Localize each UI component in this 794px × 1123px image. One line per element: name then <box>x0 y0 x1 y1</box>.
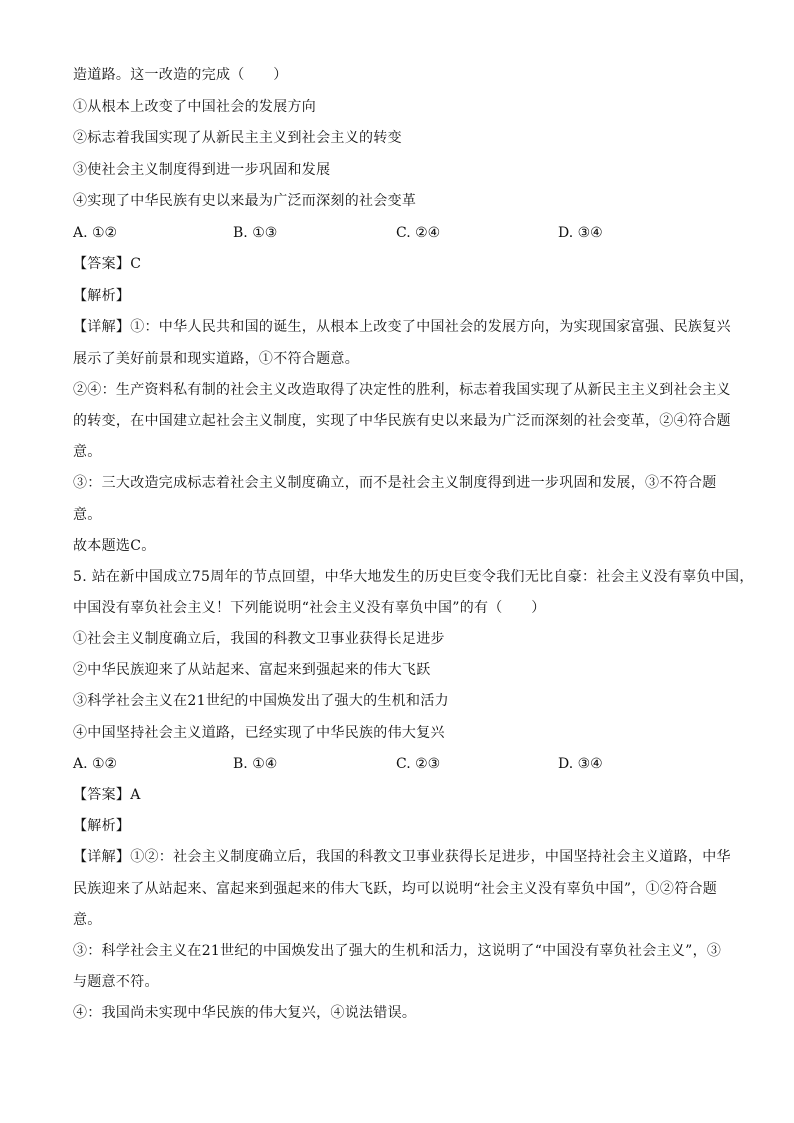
q5-detail-line-2: 民族迎来了从站起来、富起来到强起来的伟大飞跃，均可以说明“社会主义没有辜负中国”，①②符合题 <box>73 881 718 897</box>
q4-stem-tail: 造道路。这一改造的完成（ ） <box>73 67 288 83</box>
q4-answer: 【答案】C <box>73 256 142 272</box>
q4-item-4: ④实现了中华民族有史以来最为广泛而深刻的社会变革 <box>73 193 417 209</box>
q5-option-c: C. ②③ <box>396 756 441 772</box>
q4-option-a: A. ①② <box>73 225 118 241</box>
q4-item-2: ②标志着我国实现了从新民主主义到社会主义的转变 <box>73 130 402 146</box>
q4-analysis-title: 【解析】 <box>73 288 131 304</box>
q4-option-b: B. ①③ <box>233 225 278 241</box>
q4-item-1: ①从根本上改变了中国社会的发展方向 <box>73 99 317 115</box>
q4-options <box>73 224 733 242</box>
q4-detail-line-3: ②④：生产资料私有制的社会主义改造取得了决定性的胜利，标志着我国实现了从新民主主义到社会主义 <box>73 382 731 398</box>
q5-stem-line-2: 中国没有辜负社会主义！下列能说明“社会主义没有辜负中国”的有（ ） <box>73 600 546 616</box>
q5-answer: 【答案】A <box>73 787 141 803</box>
q4-detail-line-5: 意。 <box>73 444 102 460</box>
q5-item-3: ③科学社会主义在21世纪的中国焕发出了强大的生机和活力 <box>73 693 449 709</box>
q5-options <box>73 755 733 773</box>
q5-detail-line-6: ④：我国尚未实现中华民族的伟大复兴，④说法错误。 <box>73 1005 417 1021</box>
q5-detail-line-4: ③：科学社会主义在21世纪的中国焕发出了强大的生机和活力，这说明了“中国没有辜负社会主义”，③ <box>73 943 722 959</box>
q4-item-3: ③使社会主义制度得到进一步巩固和发展 <box>73 162 331 178</box>
q4-option-d: D. ③④ <box>558 225 603 241</box>
q5-detail-line-5: 与题意不符。 <box>73 974 159 990</box>
q5-item-4: ④中国坚持社会主义道路，已经实现了中华民族的伟大复兴 <box>73 725 445 741</box>
q4-detail-line-1: 【详解】①：中华人民共和国的诞生，从根本上改变了中国社会的发展方向，为实现国家富强、民族复兴 <box>73 319 731 335</box>
q4-detail-line-4: 的转变，在中国建立起社会主义制度，实现了中华民族有史以来最为广泛而深刻的社会变革，②④符合题 <box>73 413 731 429</box>
q5-option-d: D. ③④ <box>558 756 603 772</box>
q5-analysis-title: 【解析】 <box>73 818 131 834</box>
q4-option-c: C. ②④ <box>396 225 441 241</box>
q4-detail-line-2: 展示了美好前景和现实道路，①不符合题意。 <box>73 351 359 367</box>
q5-detail-line-1: 【详解】①②：社会主义制度确立后，我国的科教文卫事业获得长足进步，中国坚持社会主义道路，中华 <box>73 849 731 865</box>
q5-item-2: ②中华民族迎来了从站起来、富起来到强起来的伟大飞跃 <box>73 662 431 678</box>
q4-detail-line-7: 意。 <box>73 507 102 523</box>
q5-option-a: A. ①② <box>73 756 118 772</box>
q4-detail-line-8: 故本题选C。 <box>73 538 156 554</box>
q4-detail-line-6: ③：三大改造完成标志着社会主义制度确立，而不是社会主义制度得到进一步巩固和发展，③不符合题 <box>73 475 717 491</box>
q5-stem-line-1: 5. 站在新中国成立75周年的节点回望，中华大地发生的历史巨变令我们无比自豪：社会主义没有辜负中国， <box>73 569 754 585</box>
q5-option-b: B. ①④ <box>233 756 278 772</box>
q5-detail-line-3: 意。 <box>73 912 102 928</box>
q5-item-1: ①社会主义制度确立后，我国的科教文卫事业获得长足进步 <box>73 631 445 647</box>
